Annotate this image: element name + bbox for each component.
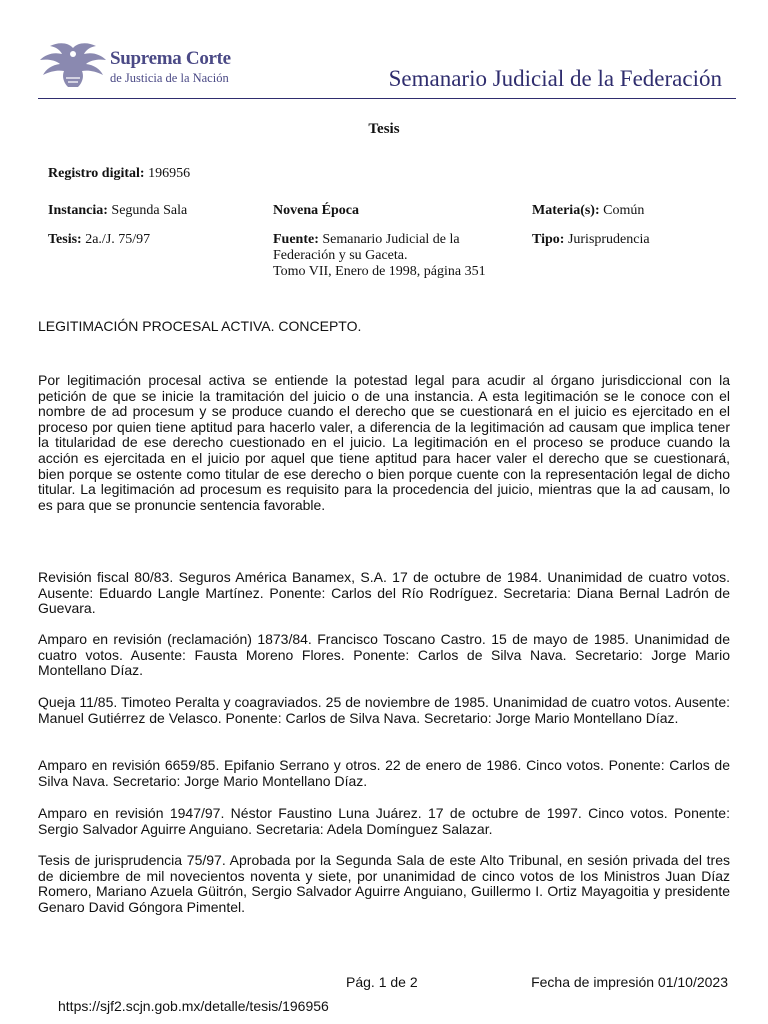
precedent-item: Queja 11/85. Timoteo Peralta y coagraviados. 25 de noviembre de 1985. Unanimidad de cuatro votos. Ausente: Manuel Gutiérrez de Velasco. Ponente: Carlos de Silva Nava. Secretario: Jorge Mario Montellano Díaz. (38, 694, 730, 726)
tipo-label: Tipo: (532, 232, 565, 247)
tipo-value: Jurisprudencia (567, 232, 650, 247)
registro-label: Registro digital: (48, 166, 145, 181)
thesis-rubric: LEGITIMACIÓN PROCESAL ACTIVA. CONCEPTO. (38, 318, 362, 334)
materia (532, 203, 644, 219)
org-subname: de Justicia de la Nación (110, 71, 229, 85)
header-divider (38, 98, 736, 99)
registro-value: 196956 (148, 166, 191, 181)
materia-label: Materia(s): (532, 203, 600, 218)
org-name: Suprema Corte (110, 48, 231, 69)
source-url[interactable]: https://sjf2.scjn.gob.mx/detalle/tesis/196956 (58, 998, 329, 1014)
tesis-label: Tesis: (48, 232, 82, 247)
fuente-line1: Semanario Judicial de la (322, 232, 460, 247)
thesis-body: Por legitimación procesal activa se entiende la potestad legal para acudir al órgano jurisdiccional con la petición de que se inicie la tramitación del juicio o de una instancia. A esta legitimación se le conoce con el nombre de ad procesum y se produce cuando el derecho que se cuestionará en el juicio es ejercitado en el proceso por quien tiene aptitud para hacerlo valer, a diferencia de la legitimación ad causam que implica tener la titularidad de ese derecho cuestionado en el juicio. La legitimación en el proceso se produce cuando la acción es ejercitada en el juicio por aquel que tiene aptitud para hacer valer el derecho que se cuestionará, bien porque se ostente como titular de ese derecho o bien porque cuente con la representación legal de dicho titular. La legitimación ad procesum es requisito para la procedencia del juicio, mientras que la ad causam, lo es para que se pronuncie sentencia favorable. (38, 372, 730, 513)
instancia-label: Instancia: (48, 203, 108, 218)
fuente-line3: Tomo VII, Enero de 1998, página 351 (273, 264, 486, 279)
precedent-item: Revisión fiscal 80/83. Seguros América Banamex, S.A. 17 de octubre de 1984. Unanimidad de cuatro votos. Ausente: Eduardo Langle Martínez. Ponente: Carlos del Río Rodríguez. Secretaria: Diana Bernal Ladrón de Guevara. (38, 569, 730, 617)
instancia-value: Segunda Sala (111, 203, 188, 218)
instancia (48, 203, 187, 219)
precedent-item: Amparo en revisión 1947/97. Néstor Faustino Luna Juárez. 17 de octubre de 1997. Cinco votos. Ponente: Sergio Salvador Aguirre Anguiano. Secretaria: Adela Domínguez Salazar. (38, 805, 730, 837)
publication-title: Semanario Judicial de la Federación (388, 66, 722, 91)
print-date: Fecha de impresión 01/10/2023 (531, 974, 728, 990)
document-type: Tesis (368, 121, 400, 137)
materia-value: Común (603, 203, 645, 218)
epoca-value: Novena Época (273, 203, 359, 218)
tesis-number (48, 232, 150, 248)
precedent-item: Amparo en revisión (reclamación) 1873/84. Francisco Toscano Castro. 15 de mayo de 1985. Unanimidad de cuatro votos. Ausente: Fausta Moreno Flores. Ponente: Carlos de Silva Nava. Secretario: Jorge Mario Montellano Díaz. (38, 631, 730, 679)
fuente-label: Fuente: (273, 232, 319, 247)
fuente (273, 232, 486, 280)
scjn-eagle-logo (38, 40, 108, 90)
precedent-item: Amparo en revisión 6659/85. Epifanio Serrano y otros. 22 de enero de 1986. Cinco votos. Ponente: Carlos de Silva Nava. Secretario: Jorge Mario Montellano Díaz. (38, 757, 730, 789)
jurisprudence-approval: Tesis de jurisprudencia 75/97. Aprobada por la Segunda Sala de este Alto Tribunal, en sesión privada del tres de diciembre de mil novecientos noventa y siete, por unanimidad de cinco votos de los Ministros Juan Díaz Romero, Mariano Azuela Güitrón, Sergio Salvador Aguirre Anguiano, Guillermo I. Ortiz Mayagoitia y presidente Genaro David Góngora Pimentel. (38, 852, 730, 915)
registro-digital (48, 166, 190, 182)
tesis-value: 2a./J. 75/97 (85, 232, 151, 247)
epoca (273, 203, 359, 219)
fuente-line2: Federación y su Gaceta. (273, 248, 408, 263)
tipo (532, 232, 650, 248)
page-number: Pág. 1 de 2 (346, 974, 418, 990)
